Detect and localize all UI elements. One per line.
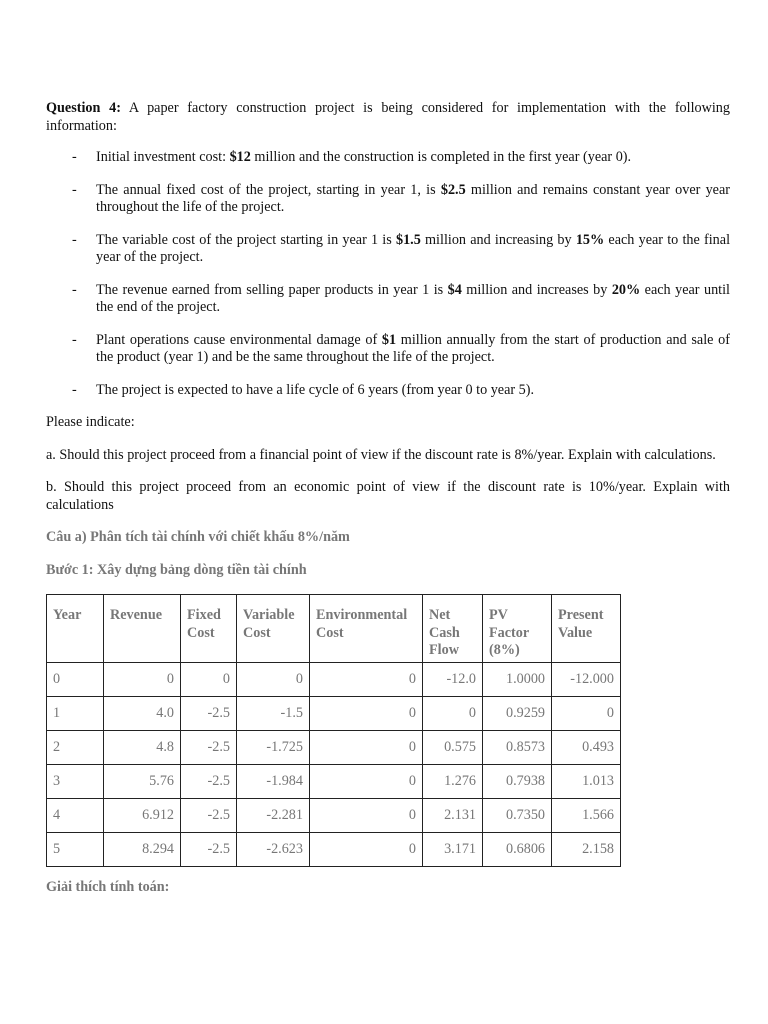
cell-year: 5: [47, 832, 104, 866]
cell-present-value: 0.493: [552, 730, 621, 764]
cell-environmental-cost: 0: [310, 764, 423, 798]
cell-fixed-cost: -2.5: [181, 832, 237, 866]
list-item: - Plant operations cause environmental damage of $1 million annually from the start of production and sale of the product (year 1) and be the same throughout the life of the project.: [72, 331, 730, 365]
cell-fixed-cost: -2.5: [181, 730, 237, 764]
cell-fixed-cost: -2.5: [181, 696, 237, 730]
part-a-question: a. Should this project proceed from a financial point of view if the discount rate is 8%/year. Explain with calculations.: [46, 446, 716, 463]
cell-variable-cost: -1.725: [237, 730, 310, 764]
cell-present-value: 0: [552, 696, 621, 730]
question-label: Question 4:: [46, 100, 121, 116]
cell-year: 4: [47, 798, 104, 832]
cell-present-value: 1.013: [552, 764, 621, 798]
header-environmental-cost: Environmental Cost: [310, 595, 423, 663]
cell-pv-factor: 0.7938: [483, 764, 552, 798]
cell-environmental-cost: 0: [310, 798, 423, 832]
cell-pv-factor: 0.9259: [483, 696, 552, 730]
cell-variable-cost: -1.5: [237, 696, 310, 730]
cell-revenue: 5.76: [104, 764, 181, 798]
table-header-row: [47, 595, 621, 663]
cell-environmental-cost: 0: [310, 696, 423, 730]
cell-variable-cost: -2.281: [237, 798, 310, 832]
header-present-value: Present Value: [552, 595, 621, 663]
cell-revenue: 8.294: [104, 832, 181, 866]
table-row: [47, 764, 621, 798]
question-intro: A paper factory construction project is being considered for implementation with the following information:: [46, 100, 730, 134]
list-item: - The annual fixed cost of the project, starting in year 1, is $2.5 million and remains constant year over year throughout the life of the project.: [72, 181, 731, 215]
header-year: Year: [47, 595, 104, 663]
cell-fixed-cost: 0: [181, 662, 237, 696]
cell-revenue: 4.8: [104, 730, 181, 764]
table-row: [47, 832, 621, 866]
cell-environmental-cost: 0: [310, 730, 423, 764]
cell-variable-cost: 0: [237, 662, 310, 696]
header-variable-cost: Variable Cost: [237, 595, 310, 663]
cell-revenue: 0: [104, 662, 181, 696]
document-page: [46, 100, 730, 911]
info-list: [46, 149, 730, 399]
header-fixed-cost: Fixed Cost: [181, 595, 237, 663]
cell-pv-factor: 0.8573: [483, 730, 552, 764]
explain-heading: Giải thích tính toán:: [46, 878, 170, 895]
cash-flow-table: [46, 594, 621, 867]
cell-present-value: 1.566: [552, 798, 621, 832]
list-item: - Initial investment cost: $12 million and the construction is completed in the first year (year 0).: [72, 149, 632, 165]
question-paragraph: [46, 100, 730, 135]
header-revenue: Revenue: [104, 595, 181, 663]
cell-net-cash-flow: -12.0: [423, 662, 483, 696]
table-row: [47, 730, 621, 764]
list-item: - The variable cost of the project starting in year 1 is $1.5 million and increasing by 15% each year to the final year of the project.: [72, 231, 731, 265]
cell-pv-factor: 0.6806: [483, 832, 552, 866]
header-pv-factor: PV Factor (8%): [483, 595, 552, 663]
cell-net-cash-flow: 2.131: [423, 798, 483, 832]
cell-environmental-cost: 0: [310, 662, 423, 696]
cell-environmental-cost: 0: [310, 832, 423, 866]
cell-fixed-cost: -2.5: [181, 764, 237, 798]
step1-heading: Bước 1: Xây dựng bảng dòng tiền tài chính: [46, 561, 307, 578]
cell-net-cash-flow: 1.276: [423, 764, 483, 798]
cell-revenue: 6.912: [104, 798, 181, 832]
cell-year: 3: [47, 764, 104, 798]
cell-present-value: 2.158: [552, 832, 621, 866]
list-item: - The project is expected to have a life cycle of 6 years (from year 0 to year 5).: [72, 381, 535, 398]
table-body: [47, 662, 621, 866]
table-row: [47, 696, 621, 730]
cell-net-cash-flow: 0: [423, 696, 483, 730]
cell-pv-factor: 1.0000: [483, 662, 552, 696]
cell-net-cash-flow: 0.575: [423, 730, 483, 764]
cell-variable-cost: -1.984: [237, 764, 310, 798]
table-row: [47, 662, 621, 696]
cell-fixed-cost: -2.5: [181, 798, 237, 832]
cell-year: 0: [47, 662, 104, 696]
cell-present-value: -12.000: [552, 662, 621, 696]
cell-pv-factor: 0.7350: [483, 798, 552, 832]
table-row: [47, 798, 621, 832]
section-heading-a: Câu a) Phân tích tài chính với chiết khấu 8%/năm: [46, 529, 350, 545]
please-indicate: Please indicate:: [46, 414, 135, 430]
header-net-cash-flow: Net Cash Flow: [423, 595, 483, 663]
cell-year: 1: [47, 696, 104, 730]
list-item: - The revenue earned from selling paper products in year 1 is $4 million and increases by 20% each year until the end of the project.: [72, 281, 730, 315]
cell-year: 2: [47, 730, 104, 764]
cell-revenue: 4.0: [104, 696, 181, 730]
part-b-question: b. Should this project proceed from an economic point of view if the discount rate is 10%/year. Explain with calculations: [46, 479, 730, 513]
cell-variable-cost: -2.623: [237, 832, 310, 866]
cell-net-cash-flow: 3.171: [423, 832, 483, 866]
